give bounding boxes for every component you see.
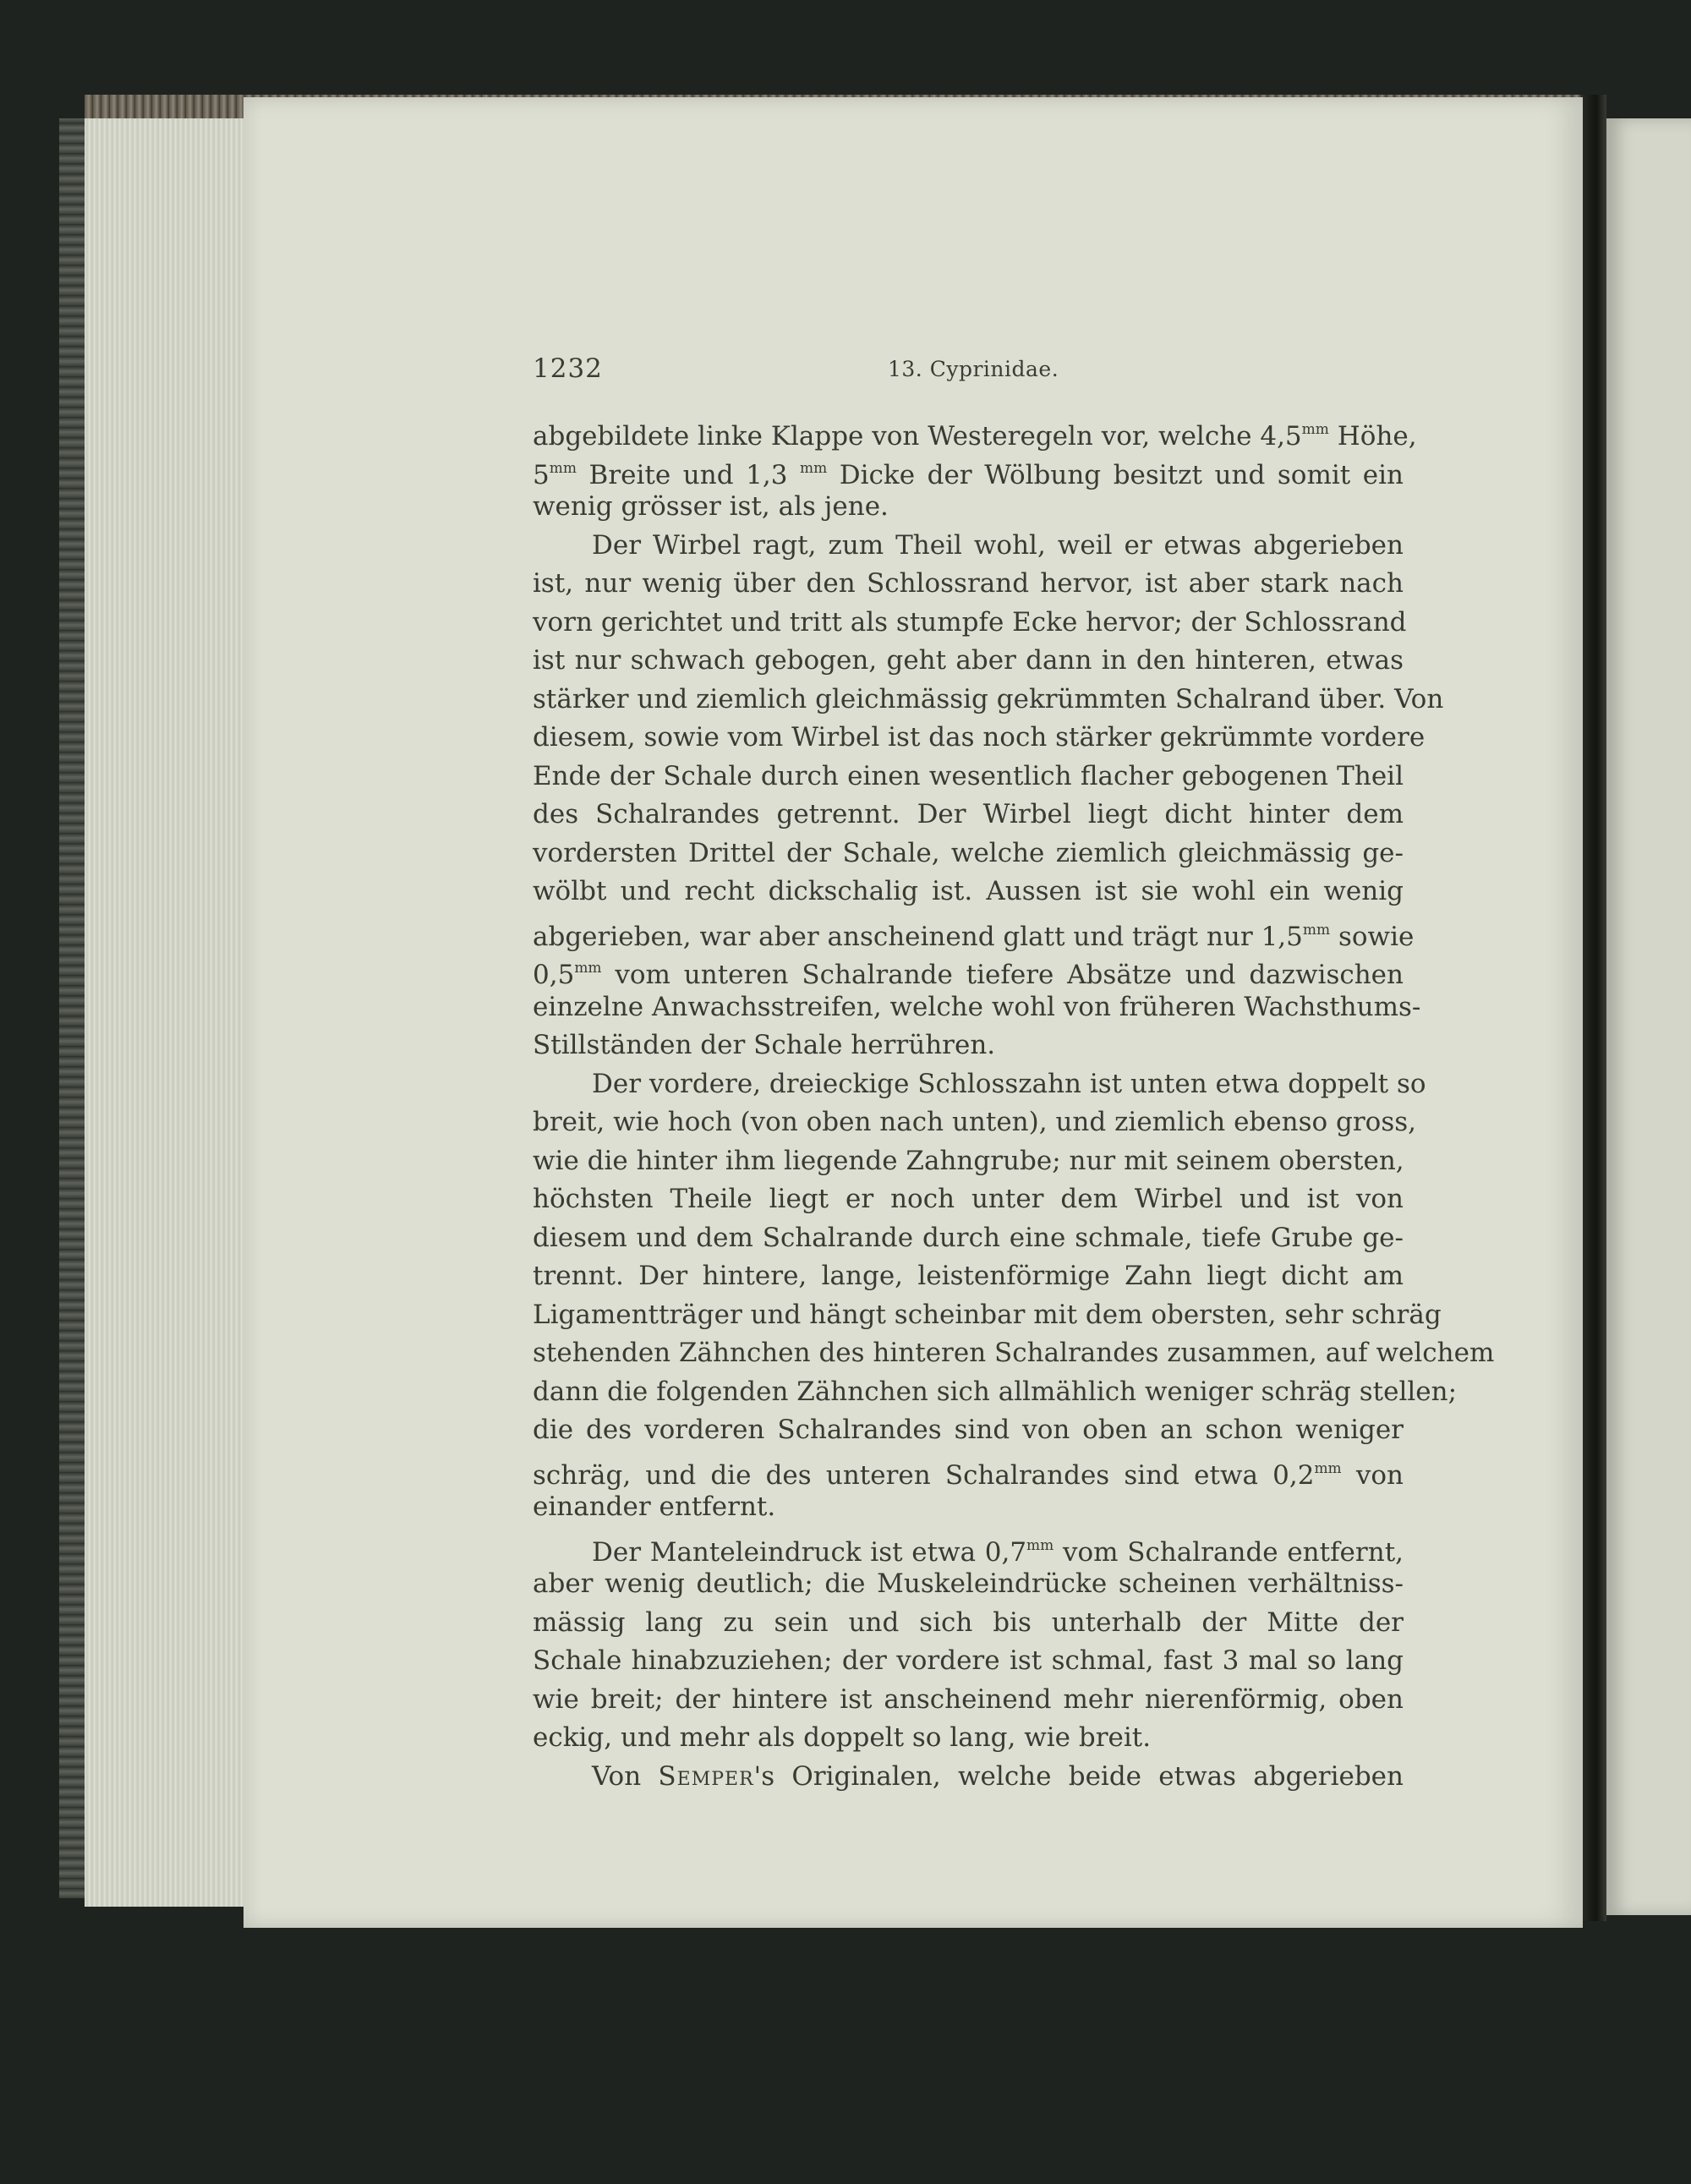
book-cover-edge — [59, 118, 85, 1898]
text-line: Der Wirbel ragt, zum Theil wohl, weil er etwas abgerieben — [592, 529, 1404, 561]
page-stack-edge — [85, 118, 246, 1907]
book-gutter — [1581, 95, 1606, 1921]
text-line: abgebildete linke Klappe von Westeregeln vor, welche $4,5^{mm}$ Höhe, — [533, 421, 1417, 452]
text-line: $5^{mm}$ Breite und 1,3 $^{mm}$ Dicke der Wölbung besitzt und somit ein — [533, 459, 1404, 490]
text-line: Stillständen der Schale herrühren. — [533, 1030, 996, 1060]
text-line: Der vordere, dreieckige Schlosszahn ist unten etwa doppelt so — [592, 1068, 1426, 1099]
text-line: wie breit; der hintere ist anscheinend mehr nierenförmig, oben — [533, 1683, 1404, 1715]
text-line: wenig grösser ist, als jene. — [533, 491, 889, 522]
text-line: ist, nur wenig über den Schlossrand hervor, ist aber stark nach — [533, 568, 1404, 599]
page-header — [533, 353, 1404, 396]
running-title: 13. Cyprinidae. — [888, 357, 1059, 381]
text-line: diesem, sowie vom Wirbel ist das noch stärker gekrümmte vordere — [533, 722, 1426, 753]
text-line: dann die folgenden Zähnchen sich allmählich weniger schräg stellen; — [533, 1376, 1458, 1407]
text-line: Der Manteleindruck ist etwa $0,7^{mm}$ vom Schalrande entfernt, — [592, 1536, 1404, 1568]
text-line: trennt. Der hintere, lange, leistenförmige Zahn liegt dicht am — [533, 1261, 1404, 1291]
author-name: Semper — [658, 1760, 754, 1792]
text-line: aber wenig deutlich; die Muskeleindrücke scheinen verhältniss- — [533, 1568, 1404, 1599]
text-line: eckig, und mehr als doppelt so lang, wie breit. — [533, 1722, 1152, 1753]
text-line: stehenden Zähnchen des hinteren Schalrandes zusammen, auf welchem — [533, 1338, 1495, 1368]
text-line: vorn gerichtet und tritt als stumpfe Ecke hervor; der Schlossrand — [533, 606, 1407, 638]
text-line: einander entfernt. — [533, 1492, 776, 1522]
text-line: mässig lang zu sein und sich bis unterhalb der Mitte der — [533, 1607, 1404, 1638]
text-line: diesem und dem Schalrande durch eine schmale, tiefe Grube ge- — [533, 1222, 1404, 1253]
text-line: Von Semper's Originalen, welche beide etwas abgerieben — [592, 1760, 1404, 1792]
text-line: die des vorderen Schalrandes sind von oben an schon weniger — [533, 1415, 1404, 1445]
body-text — [533, 411, 1495, 1796]
text-line: ist nur schwach gebogen, geht aber dann in den hinteren, etwas — [533, 645, 1404, 676]
text-line: wie die hinter ihm liegende Zahngrube; nur mit seinem obersten, — [533, 1145, 1404, 1176]
text-line: vordersten Drittel der Schale, welche ziemlich gleichmässig ge- — [533, 837, 1404, 868]
text-line: Schale hinabzuziehen; der vordere ist schmal, fast 3 mal so lang — [533, 1645, 1404, 1676]
text-line: einzelne Anwachsstreifen, welche wohl von früheren Wachsthums- — [533, 991, 1421, 1022]
text-line: Ende der Schale durch einen wesentlich flacher gebogenen Theil — [533, 760, 1404, 791]
text-line: schräg, und die des unteren Schalrandes sind etwa $0,2^{mm}$ von — [533, 1459, 1404, 1491]
text-line: wölbt und recht dickschalig ist. Aussen ist sie wohl ein wenig — [533, 876, 1404, 906]
facing-page-edge — [1606, 118, 1691, 1915]
text-line: höchsten Theile liegt er noch unter dem Wirbel und ist von — [533, 1184, 1404, 1214]
text-line: abgerieben, war aber anscheinend glatt und trägt nur $1,5^{mm}$ sowie — [533, 921, 1415, 952]
page-number: 1232 — [533, 353, 603, 384]
text-line: Ligamentträger und hängt scheinbar mit dem obersten, sehr schräg — [533, 1299, 1442, 1330]
text-line: breit, wie hoch (von oben nach unten), und ziemlich ebenso gross, — [533, 1107, 1416, 1137]
text-line: stärker und ziemlich gleichmässig gekrümmten Schalrand über. Von — [533, 683, 1444, 714]
text-line: $0,5^{mm}$ vom unteren Schalrande tiefere Absätze und dazwischen — [533, 960, 1404, 990]
text-line: des Schalrandes getrennt. Der Wirbel liegt dicht hinter dem — [533, 799, 1404, 829]
